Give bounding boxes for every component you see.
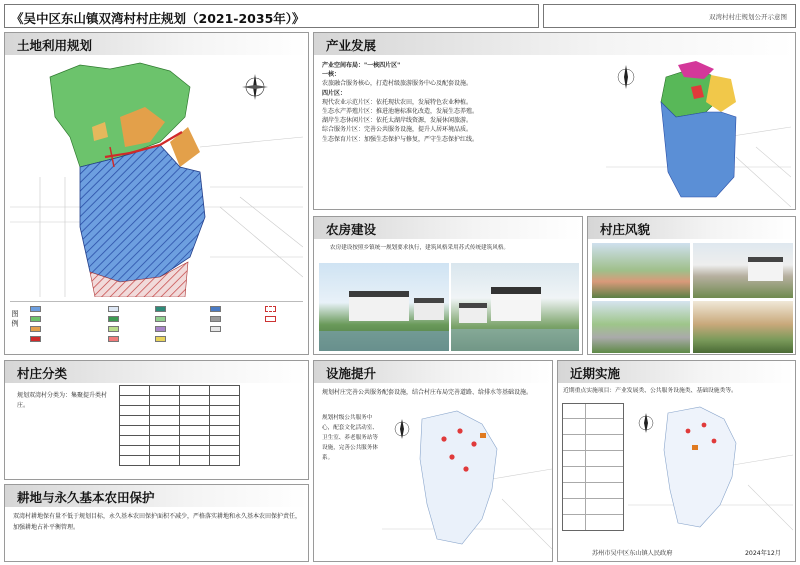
legend-swatch-aquaculture (210, 306, 221, 312)
near-term-description: 近期重点实施项目：产业发展类、公共服务设施类、基础设施类等。 (563, 388, 737, 394)
legend-swatch-forest (108, 316, 119, 322)
page-subtitle: 双湾村村庄规划公开示意图 (709, 13, 787, 21)
legend-swatch-grass (155, 316, 166, 322)
legend-swatch-road (30, 336, 41, 342)
legend-swatch-facility (155, 336, 166, 342)
legend-swatch-farmland (30, 306, 41, 312)
housing-description: 农房建设按照乡镇统一规划要求执行，建筑风格采用苏式传统建筑风格。 (330, 245, 510, 251)
industry-line: 生态水产养殖片区：推进池塘标准化改造，发展生态养殖。 (322, 108, 479, 116)
housing-render-2 (451, 263, 579, 351)
industry-line: 现代农业示范片区：依托现状农田，发展特色农业种植。 (322, 98, 473, 106)
legend-swatch-red-line (265, 316, 276, 322)
panel-farmland (4, 484, 309, 562)
industry-line: 一核： (322, 71, 341, 79)
legend-swatch-public (108, 336, 119, 342)
legend-swatch-garden (108, 326, 119, 332)
legend-swatch-transport (210, 316, 221, 322)
near-term-project-table (562, 403, 624, 531)
section-title-facilities: 设施提升 (326, 366, 377, 381)
page-title: 《吴中区东山镇双湾村村庄规划（2021-2035年）》 (11, 11, 305, 26)
legend-swatch-reserve (210, 326, 221, 332)
legend-swatch-ecology (155, 306, 166, 312)
housing-render-1 (319, 263, 449, 351)
section-title-farmland: 耕地与永久基本农田保护 (17, 490, 155, 505)
panel-industry (313, 32, 796, 210)
legend-swatch-construction (30, 326, 41, 332)
facilities-description-2: 规划村级公共服务中心，配套文化活动室、卫生室、养老服务站等设施，完善公共服务体系。 (322, 415, 378, 461)
legend-swatch-village (30, 316, 41, 322)
industry-map (606, 57, 791, 207)
industry-line: 产业空间布局："一核四片区" (322, 62, 401, 69)
view-photo-1 (592, 243, 690, 298)
section-title-industry: 产业发展 (326, 38, 377, 53)
view-photo-3 (592, 301, 690, 353)
legend-swatch-industry (155, 326, 166, 332)
footer-date: 2024年12月 (745, 550, 781, 557)
land-use-map (10, 57, 303, 297)
farmland-description: 双湾村耕地保有量不低于规划目标，永久基本农田保护面积不减少，严格落实耕地和永久基本农田保护责任，加强耕地占补平衡管理。 (13, 513, 302, 531)
panel-village-view (587, 216, 796, 355)
panel-land-use (4, 32, 309, 355)
section-title-near-term: 近期实施 (570, 366, 621, 381)
legend-label: 图 例 (11, 310, 19, 327)
section-title-housing: 农房建设 (326, 222, 377, 237)
industry-line: 农旅融合服务核心，打造村级旅游服务中心及配套设施。 (322, 80, 473, 88)
view-photo-2 (693, 243, 793, 298)
industry-description (322, 61, 592, 144)
facilities-description-1: 规划村庄完善公共服务配套设施，结合村庄布局完善道路、给排水等基础设施。 (322, 389, 533, 396)
near-term-map (628, 405, 793, 535)
legend-swatch-water (108, 306, 119, 312)
section-title-land-use: 土地利用规划 (17, 38, 93, 53)
panel-classification (4, 360, 309, 480)
panel-near-term (557, 360, 796, 562)
footer-org: 苏州市吴中区东山镇人民政府 (592, 550, 673, 557)
industry-line: 综合服务片区：完善公共服务设施，提升人居环境品质。 (322, 126, 473, 134)
classification-description: 规划双湾村分类为：集聚提升类村庄。 (17, 392, 108, 409)
panel-facilities (313, 360, 553, 562)
legend-swatch-boundary (265, 306, 276, 312)
industry-line: 四片区： (322, 89, 347, 97)
industry-line: 湖岸生态休闲片区：依托太湖岸线资源，发展休闲旅游。 (322, 117, 473, 125)
classification-table (119, 385, 240, 466)
title-bar (4, 4, 539, 28)
industry-line: 生态保育片区：加强生态保护与修复，严守生态保护红线。 (322, 135, 479, 143)
panel-housing (313, 216, 583, 355)
section-title-classification: 村庄分类 (17, 366, 68, 381)
facilities-map (382, 409, 552, 559)
view-photo-4 (693, 301, 793, 353)
section-title-village-view: 村庄风貌 (600, 222, 651, 237)
legend (10, 301, 303, 351)
subtitle-bar (543, 4, 796, 28)
